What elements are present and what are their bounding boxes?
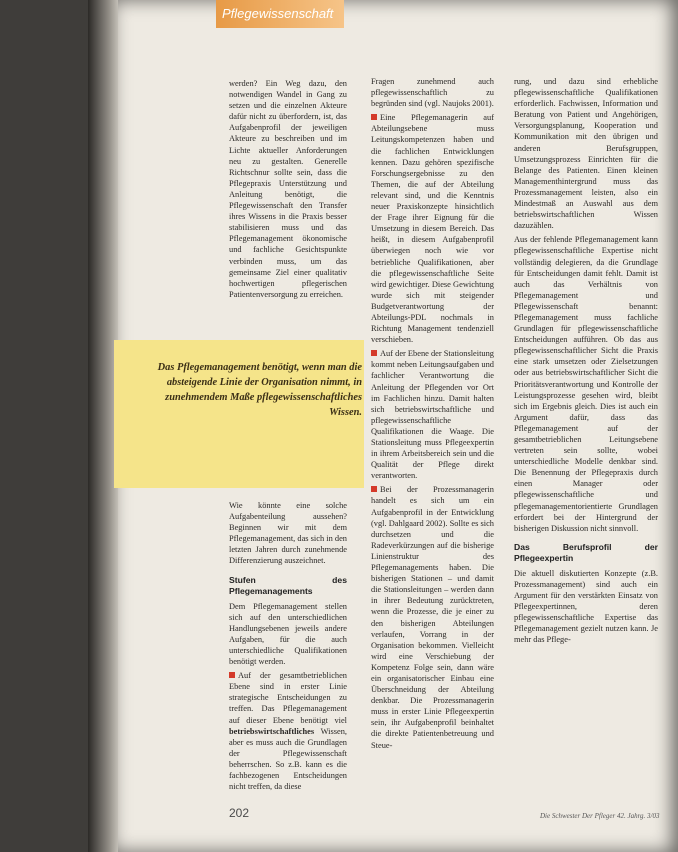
paragraph: Dem Pflegemanagement stellen sich auf den unterschiedlichen Handlungsebenen jeweils andere Aufgaben, für die auch unterschiedliche Qualifikationen benötigt werden. (229, 601, 347, 667)
bullet-square-icon (371, 114, 377, 120)
paragraph (371, 112, 494, 345)
paragraph-text: Auf der Ebene der Stationsleitung kommt neben Leitungsaufgaben und fachlicher Verantwortung die Anleitung der Pflegenden vor Ort im Fachlichen hinzu. Damit halten sich betriebswirtschaftliche und pflegewissenschaftliche Qualifikationen die Waage. Die Stationsleitung muss Pflegeexpertin in ihrem Arbeitsbereich sein und die Qualität der Pflege direkt verantworten. (371, 349, 494, 481)
column-3 (514, 76, 658, 649)
paragraph (371, 348, 494, 481)
paragraph (229, 670, 347, 792)
column-1-bottom (229, 500, 347, 795)
paragraph-text: Wissen, aber es muss auch die Grundlagen der Pflegewissenschaft beherrschen. So z.B. kann es die fachbezogenen Entscheidungen nicht treffen, da diese (229, 726, 347, 792)
bullet-square-icon (371, 350, 377, 356)
paragraph: Fragen zunehmend auch pflegewissenschaftlich zu begründen sind (vgl. Naujoks 2001). (371, 77, 494, 109)
paragraph: Wie könnte eine solche Aufgabenteilung aussehen? Beginnen wir mit dem Pflegemanagement, das sich in den letzten Jahren durch zunehmende Differenzierung auszeichnet. (229, 501, 347, 566)
paragraph: Aus der fehlende Pflegemanagement kann pflegewissenschaftliche Expertise nicht vollständig delegieren, da die Grundlage für Entscheidungen damit fehlt. Damit ist auch das Verhältnis von Pflegemanagement und Pflegewissenschaft benannt: Pflegemanagement muss fachliche Grundlagen für pflegewissenschaftliche Entscheidungen aufführen. Ob das aus pflegewissenschaftlicher Sicht die Praxis eine stark umsetzen oder Zielsetzungen oder aus betriebswirtschaftlicher Sicht die Prioritätsverantwortung und Kontrolle der Leistungsprozesse gesehen wird, bleibt sich im Ergebnis gleich. Dies ist auch ein Argument dafür, dass das Pflegemanagement auf der gesamtbetrieblichen Leitungsebene vertreten sein sollte, wobei unterschiedliche Modelle denkbar sind. Die Benennung der Pflegepraxis durch einen Manager oder pflegewissenschaftliche und pflegemanagementorientierte Grundlagen erfordert bei der Hintergrund der bisherigen Diskussion nicht sinnvoll. (514, 235, 658, 533)
journal-footer: Die Schwester Der Pfleger 42. Jahrg. 3/03 (540, 812, 660, 820)
subheading: Stufen des Pflegemanagements (229, 574, 347, 596)
section-header: Pflegewissenschaft (222, 6, 334, 21)
paragraph-text: Auf der gesamtbetrieblichen Ebene sind in erster Linie strategische Entscheidungen zu treffen. Das Pflegemanagement auf dieser Ebene benötigt viel (229, 671, 347, 725)
paragraph: rung, und dazu sind erhebliche pflegewissenschaftliche Qualifikationen erforderlich. Fachwissen, Information und Beratung von Patient und Angehörigen, Versorgungsplanung, Kooperation und Kommunikation mit den übrigen und anderen Berufsgruppen, Umsetzungsprozess Einrichten für die Belange des Patienten. Einen kleinen Managementhintergrund muss das Prozessmanagement leisten, also ein Mindestmaß an Auswahl aus dem betriebswirtschaftlichen Wissen dazuzählen. (514, 77, 658, 231)
paragraph-text: Bei der Prozessmanagerin handelt es sich um ein Aufgabenprofil in der Entwicklung (vgl. Dahlgaard 2002). Sollte es sich durchsetzen und die Radeverkürzungen auf die bisherige Linienstruktur des Pflegemanagements haben. Die bisherigen Stationen – und damit die Stationsleitungen – werden dann in ihrer Bedeutung zurücktreten, wenn die Prozesse, die je einer zu den bisherigen Abteilungen verlaufen, Vorrang in der Organisation bekommen. Vielleicht wird eine Verschiebung der Kompetenz Folge sein, dann wäre ein organisatorischer Einbau eine Überschneidung der Abteilung denkbar. Die Prozessmanagerin muss in erster Linie Pflegeexpertin sein, ihr Aufgabenprofil beinhaltet die direkte Patientenbetreuung und Steue- (371, 485, 494, 750)
bullet-square-icon (229, 672, 235, 678)
paragraph: Die aktuell diskutierten Konzepte (z.B. Prozessmanagement) sind auch ein Argument für den verstärkten Einsatz von Pflegeexpertinnen, deren pflegewissenschaftliche Expertise das Pflegemanagement gezielt nutzen kann. Je mehr das Pflege- (514, 568, 658, 645)
subheading: Das Berufsprofil der Pflegeexpertin (514, 541, 658, 563)
paragraph (371, 484, 494, 750)
bullet-square-icon (371, 486, 377, 492)
pull-quote: Das Pflegemanagement benötigt, wenn man die absteigende Linie der Organisation nimmt, in zunehmendem Maße pflegewissenschaftliches Wissen. (157, 362, 362, 418)
emphasis: betriebswirtschaftliches (229, 726, 315, 736)
column-1-top (229, 78, 347, 303)
page-number: 202 (229, 806, 250, 820)
column-2 (371, 76, 494, 754)
paragraph-text: Eine Pflegemanagerin auf Abteilungsebene muss Leitungskompetenzen haben und die fachlichen Entwicklungen kennen. Dazu gehören spezifische Forschungsergebnisse zu den Themen, die auf der Abteilung relevant sind, und die Kenntnis neuer Praxiskonzepte hinsichtlich der Frage ihrer Eignung für die Umsetzung in diesem Bereich. Das heißt, in diesem Aufgabenprofil überwiegen noch wie vor betriebliche Qualifikationen, aber die pflegewissenschaftliche Seite wird gewichtiger. Diese Gewichtung wurde sich mit steigender Budgetverantwortung der Abteilungs-PDL nochmals in Richtung Management tendenziell verschieben. (371, 113, 494, 345)
paragraph: werden? Ein Weg dazu, den notwendigen Wandel in Gang zu setzen und die einzelnen Akteure dafür nicht zu überfordern, ist, das Aufgabenprofil der jeweiligen Akteure zu beschreiben und im Lichte aktueller Anforderungen neu zu gestalten. Generelle Richtschnur sollte sein, dass die Pflegepraxis Unterstützung und Anleitung benötigt, die Pflegewissenschaft den Transfer ihres Wissens in die Praxis besser stabilisieren muss und das Pflegemanagement ökonomische und fachliche Gesichtspunkte verbinden muss, um das gemeinsame Ziel einer qualitativ hochwertigen pflegerischen Patientenversorgung zu erreichen. (229, 79, 347, 299)
